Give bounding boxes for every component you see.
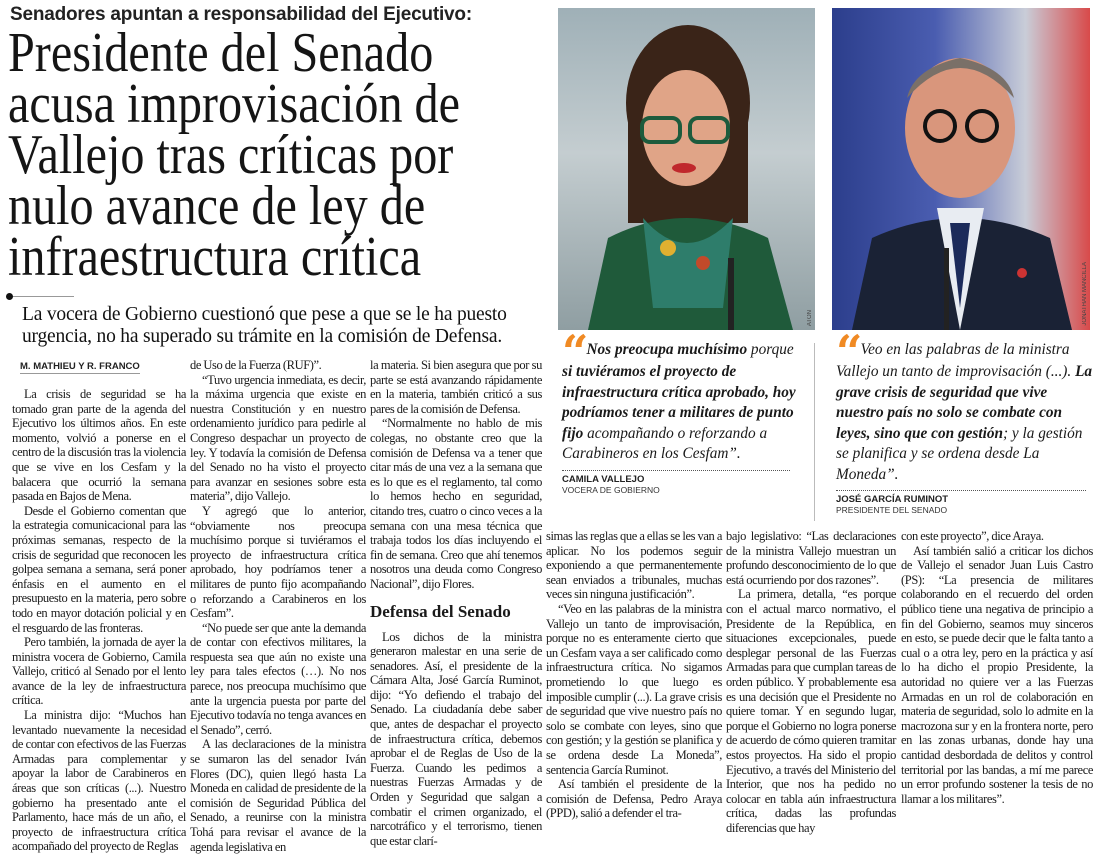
portrait-man-icon — [832, 8, 1090, 330]
paragraph: Así también el presidente de la comisión de Defensa, Pedro Araya (PPD), salió a defender el tra- — [546, 777, 722, 821]
paragraph: de Uso de la Fuerza (RUF)”. — [190, 358, 322, 372]
paragraph: la materia. Si bien asegura que por su parte se está avanzando rápidamente en la materia, también criticó a sus pares de la comisión de Defensa. — [370, 358, 542, 416]
paragraph: La crisis de seguridad se ha tomado gran parte de la agenda del Ejecutivo los últimos años. En este momento, volvió a ponerse en el centro de la discusión tras la violencia que se vive en los Cesfam y la balacera que ocurrió la semana pasada en Bajos de Mena. — [12, 387, 186, 504]
paragraph: Pero también, la jornada de ayer la ministra vocera de Gobierno, Camila Vallejo, criticó al Senado por el lento avance de la ley de infraestructura crítica. — [12, 635, 186, 708]
article-column-6 — [901, 529, 1093, 806]
quote-segment: acompañando o reforzando a Carabineros en los Cesfam”. — [562, 424, 768, 462]
divider — [8, 296, 74, 297]
quote-divider — [836, 490, 1086, 491]
kicker: Senadores apuntan a responsabilidad del Ejecutivo: — [10, 4, 472, 25]
paragraph: A las declaraciones de la ministra se sumaron las del senador Iván Flores (DC), quien llegó hasta La Moneda en calidad de presidente de la comisión de Seguridad Pública del Senado, a reunirse con la ministra Tohá para revisar el avance de la agenda legislativa en — [190, 737, 366, 854]
byline: M. MATHIEU Y R. FRANCO — [20, 361, 140, 372]
headline-line: Presidente del Senado — [8, 22, 434, 84]
divider-dot — [6, 293, 13, 300]
quote-mark-icon: “ — [836, 325, 857, 379]
quote-mark-icon: “ — [562, 325, 583, 379]
paragraph: Y agregó que lo anterior, “obviamente nos preocupa muchísimo porque si tuviéramos el proyecto de infraestructura crítica aprobado, hoy podríamos tener a militares de punto fijo acompañando o reforzando a Carabineros en los Cesfam”. — [190, 503, 366, 621]
article-column-5 — [726, 529, 896, 835]
paragraph: simas las reglas que a ellas se les van a aplicar. No los podemos seguir exponiendo a que permanentemente sean enviados a tribunales, muchas veces sin ninguna justificación”. — [546, 529, 722, 602]
subheading: Defensa del Senado — [370, 601, 511, 621]
quote-segment: Nos preocupa muchísimo — [586, 341, 748, 358]
paragraph: La ministra dijo: “Muchos han levantado nuevamente la necesidad de contar con efectivos de las Fuerzas Armadas para complementar y apoyar la labor de Carabineros en áreas que son críticas (...). Nuestro gobierno ha presentado ante el Parlamento, hace más de un año, el proyecto de infraestructura crítica acompañado del proyecto de Reglas — [12, 708, 186, 854]
headline-line: Vallejo tras críticas por — [8, 124, 454, 186]
deck: La vocera de Gobierno cuestionó que pese a que se le ha puesto urgencia, no ha superado su trámite en la comisión de Defensa. — [22, 304, 507, 347]
quote-segment: si tuviéramos el proyecto de infraestructura crítica aprobado, hoy podríamos tener a militares de punto fijo — [562, 363, 796, 442]
quote-segment: La grave crisis de seguridad que vive nuestro país no solo se combate con leyes, sino que con gestión — [836, 363, 1093, 442]
quote-separator — [814, 343, 815, 521]
quote-author-name: JOSÉ GARCÍA RUMINOT — [836, 494, 949, 505]
portrait-woman-icon — [558, 8, 815, 330]
headline — [8, 22, 568, 288]
paragraph: La primera, detalla, “es porque con el actual marco normativo, el Presidente de la República, en situaciones excepcionales, puede desplegar personal de las Fuerzas Armadas para que cumplan tareas de orden público. Y probablemente esa es una decisión que el Presidente no quiere tomar. Y en segundo lugar, porque el Gobierno no logra ponerse de acuerdo de cómo quieren tramitar estos proyectos. Ha sido el propio Ejecutivo, a través del Ministerio del Interior, que nos ha pedido no colocar en tabla aún infraestructura crítica, dadas las profundas diferencias que hay — [726, 587, 896, 835]
pull-quote-garcia-ruminot — [836, 325, 1094, 515]
quote-segment: Veo en las palabras de la ministra Vallejo un tanto de improvisación (...). — [836, 341, 1076, 380]
paragraph: “No puede ser que ante la demanda de contar con efectivos militares, la respuesta sea que aún no existe una ley para tales efectos (…). No nos parece, nos preocupa muchísimo que ante la urgencia puesta por parte del Ejecutivo todavía no tenga avances en el Senado”, cerró. — [190, 620, 366, 737]
photo-jose-garcia-ruminot — [832, 8, 1090, 330]
quote-segment: ; y la gestión se planifica y se ordena desde La Moneda”. — [836, 424, 1083, 483]
paragraph: “Normalmente no hablo de mis colegas, no obstante creo que la comisión de Defensa va a tener que citar más de una vez a la semana que es lo que es el reglamento, tal como lo hemos hecho en seguridad, citando tres, cuatro o cinco veces a la semana con una mesa técnica que trabaja todos los días incluyendo el fin de semana. Creo que ahí tenemos nosotros una deuda como Congreso Nacional”, dijo Flores. — [370, 416, 542, 591]
paragraph: bajo legislativo: “Las declaraciones de la ministra Vallejo muestran un profundo desconocimiento de lo que está ocurriendo por dos razones”. — [726, 529, 896, 587]
paragraph: con este proyecto”, dice Araya. — [901, 529, 1044, 543]
photo-camila-vallejo — [558, 8, 815, 330]
quote-author-role: VOCERA DE GOBIERNO — [562, 484, 660, 495]
article-column-3 — [370, 358, 542, 848]
pull-quote-vallejo — [562, 325, 802, 495]
paragraph: “Veo en las palabras de la ministra Vallejo un tanto de improvisación, porque no es enteramente cierto que un Cesfam vaya a ser calificado como infraestructura crítica. No sigamos prometiendo lo que luego es imposible cumplir (...). La grave crisis de seguridad que vive nuestro país no solo se combate con leyes, sino que con gestión; y la gestión se planifica y se ordena desde La Moneda”, sentencia García Ruminot. — [546, 601, 722, 777]
pull-quote-text — [562, 325, 802, 465]
photo-credit: ATON — [807, 309, 813, 326]
headline-line: acusa improvisación de — [8, 73, 461, 135]
headline-line: nulo avance de ley de — [8, 175, 426, 237]
article-column-1 — [12, 387, 186, 854]
headline-line: infraestructura crítica — [8, 226, 422, 288]
column-3-top — [370, 358, 542, 592]
paragraph: “Tuvo urgencia inmediata, es decir, la máxima urgencia que existe en nuestra Constitución y en nuestro ordenamiento jurídico para pedirle al Congreso despachar un proyecto de ley. Y todavía la comisión de Defensa del Senado no ha visto el proyecto para avanzar en sesiones sobre esta materia”, dijo Vallejo. — [190, 372, 366, 504]
column-3-bottom — [370, 630, 542, 849]
quote-author-role: PRESIDENTE DEL SENADO — [836, 505, 948, 515]
paragraph: Los dichos de la ministra generaron malestar en una serie de senadores. Así, el presidente de la Cámara Alta, José García Ruminot, dijo: “Yo defiendo el trabajo del Senado. La ciudadanía debe saber que, antes de despachar el proyecto de infraestructura crítica, debemos aprobar el de Reglas de Uso de la Fuerza. Cuando les pedimos a nuestras Fuerzas Armadas y de Orden y Seguridad que salgan a combatir el crimen organizado, el narcotráfico y el terrorismo, tienen que estar clarí- — [370, 629, 542, 848]
quote-segment: porque — [747, 341, 794, 358]
article-column-4 — [546, 529, 722, 821]
quote-divider — [562, 470, 790, 471]
photo-credit: JONATHAN MANCILLA — [1082, 262, 1088, 326]
quote-author-name: CAMILA VALLEJO — [562, 473, 645, 485]
paragraph: Desde el Gobierno comentan que la estrategia comunicacional para las próximas semanas, respecto de la crisis de seguridad que reconocen les golpea semana a semana, será poner énfasis en el aumento en el presupuesto en la materia, pero sobre todo en mayor dotación policial y en el resguardo de las fronteras. — [12, 503, 186, 635]
paragraph: Así también salió a criticar los dichos de Vallejo el senador Juan Luis Castro (PS): “La presencia de militares colaborando en el recuerdo del orden público tiene una negativa de principio a fin del Gobierno, seamos muy sinceros en esto, se puede decir que le falta tanto a cual o a otra ley, pero en la práctica y así lo ha dicho el propio Presidente, la autoridad no quiere ver a las Fuerzas Armadas en un rol de colaboración en materia de seguridad, solo lo admite en la macrozona sur y en la frontera norte, pero en las zonas urbanas, donde hay una cantidad desbordada de delitos y control territorial por las bandas, a mí me parece un error profundo sostener la tesis de no llamar a los militares”. — [901, 543, 1093, 806]
article-column-2 — [190, 358, 366, 854]
pull-quote-text — [836, 325, 1094, 485]
